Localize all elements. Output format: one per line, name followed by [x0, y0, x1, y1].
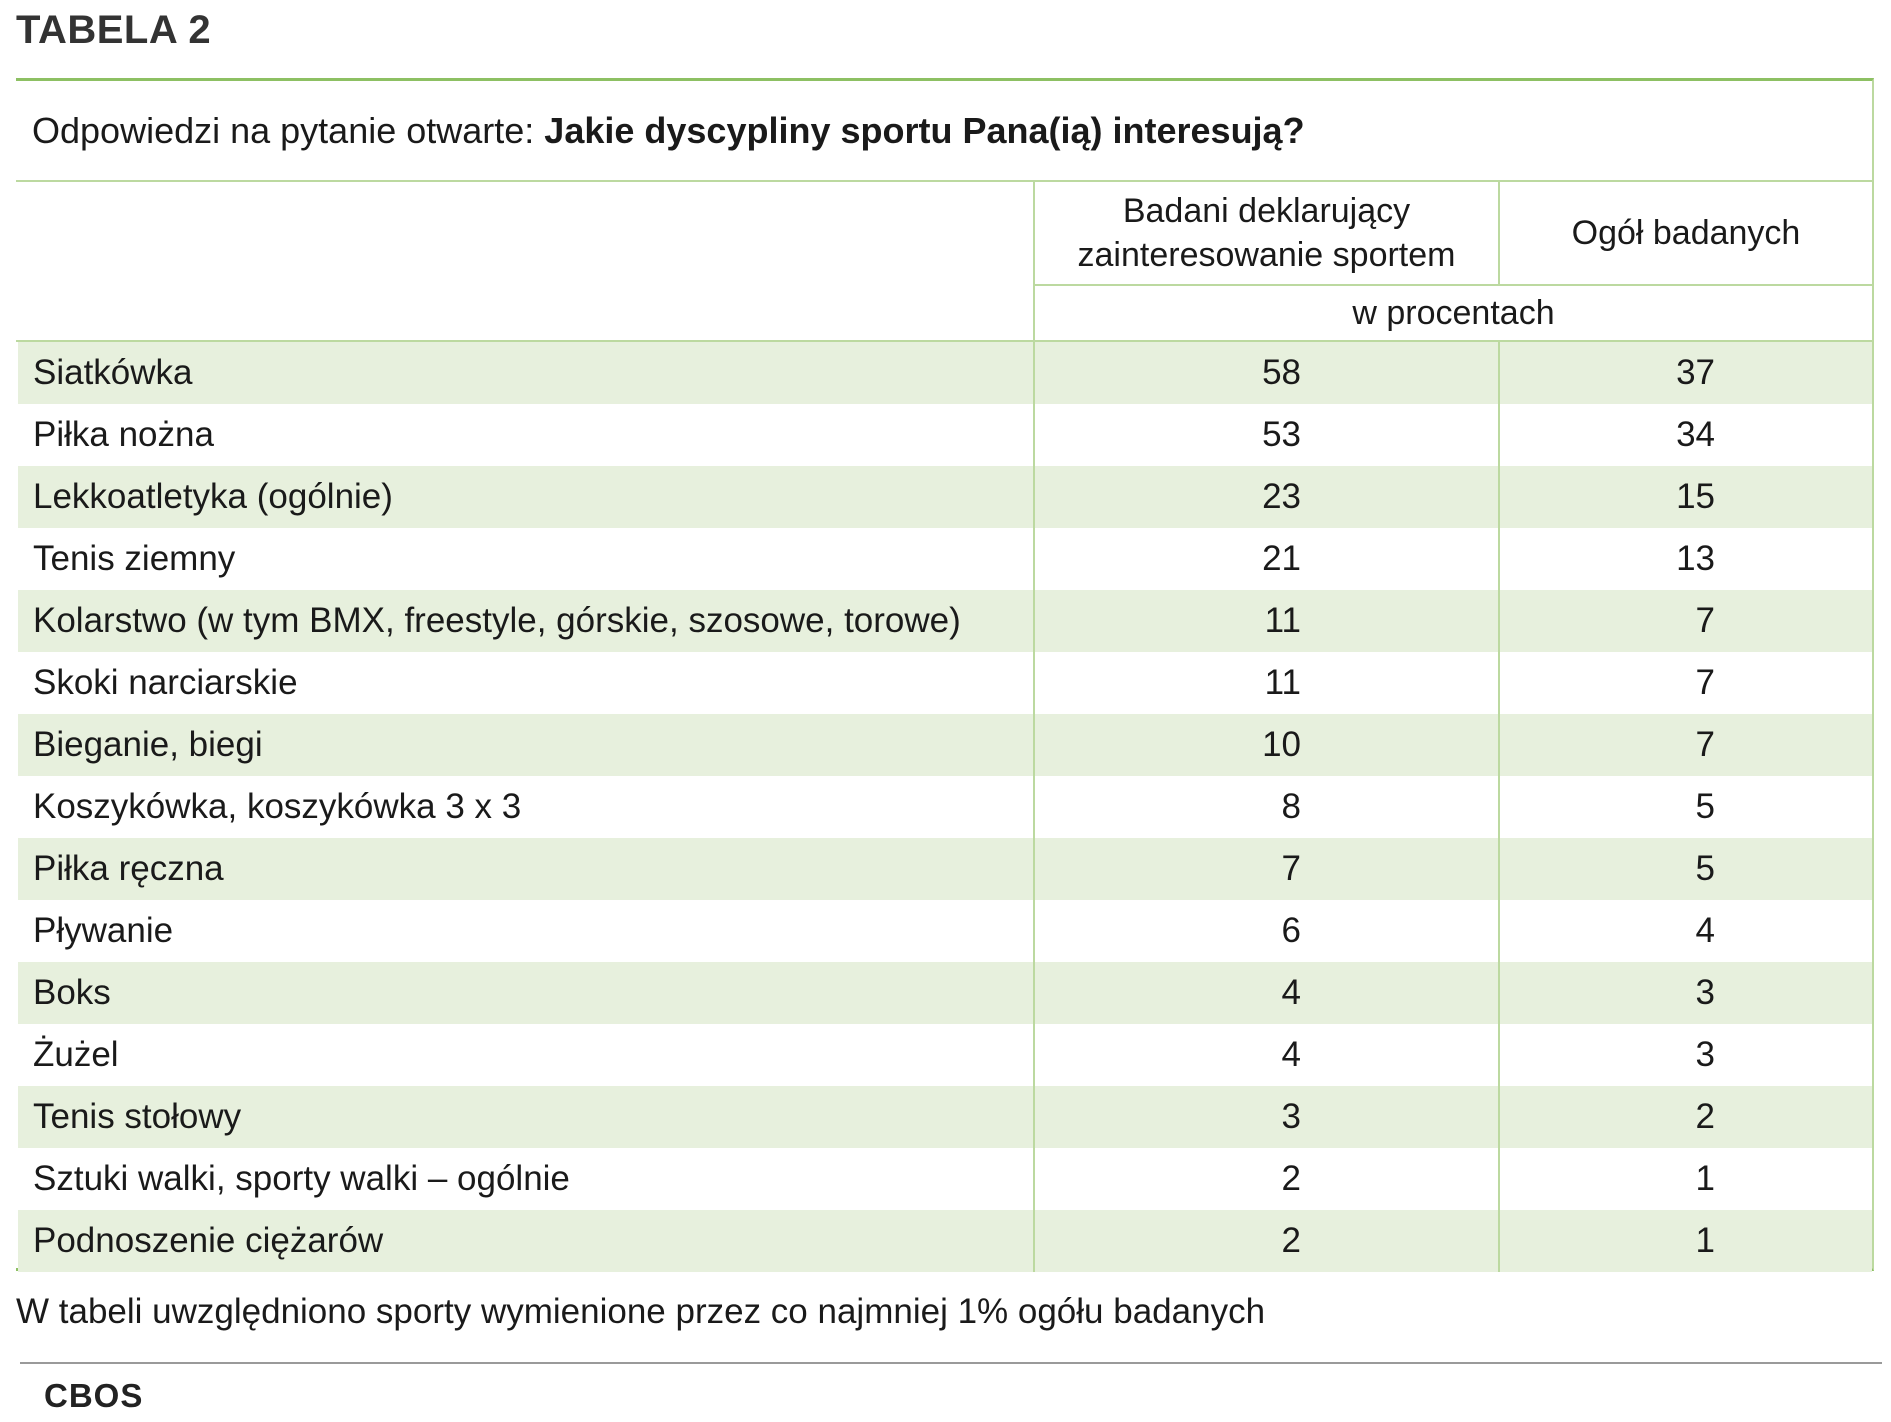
- table-row: [18, 1210, 1872, 1272]
- row-value-interested: 21: [1033, 528, 1498, 590]
- table-row: [18, 652, 1872, 714]
- row-sport-name: Podnoszenie ciężarów: [33, 1221, 384, 1260]
- row-value-all: 4: [1498, 900, 1872, 962]
- table-question: [16, 80, 1872, 182]
- row-sport-name: Kolarstwo (w tym BMX, freestyle, górskie, szosowe, torowe): [33, 601, 961, 640]
- row-value-all: 5: [1498, 838, 1872, 900]
- table-row: [18, 404, 1872, 466]
- row-value-interested: 53: [1033, 404, 1498, 466]
- row-sport-name: Lekkoatletyka (ogólnie): [33, 477, 393, 516]
- footnote: W tabeli uwzględniono sporty wymienione przez co najmniej 1% ogółu badanych: [16, 1292, 1266, 1331]
- row-value-interested: 8: [1033, 776, 1498, 838]
- row-sport-name: Piłka nożna: [33, 415, 214, 454]
- row-value-all: 1: [1498, 1148, 1872, 1210]
- table-row: [18, 838, 1872, 900]
- table-row: [18, 900, 1872, 962]
- row-sport-name: Sztuki walki, sporty walki – ogólnie: [33, 1159, 570, 1198]
- row-value-all: 7: [1498, 590, 1872, 652]
- footer-divider: [20, 1362, 1882, 1364]
- row-value-interested: 2: [1033, 1210, 1498, 1272]
- table-row: [18, 342, 1872, 404]
- column-header-interested: [1033, 182, 1498, 284]
- row-value-all: 7: [1498, 714, 1872, 776]
- unit-header: w procentach: [1033, 284, 1872, 340]
- question-text: Jakie dyscypliny sportu Pana(ią) interesują?: [544, 110, 1305, 151]
- question-prefix: Odpowiedzi na pytanie otwarte:: [32, 110, 545, 151]
- table-row: [18, 590, 1872, 652]
- column-header-all: Ogół badanych: [1498, 182, 1872, 284]
- row-sport-name: Tenis stołowy: [33, 1097, 242, 1136]
- row-value-interested: 2: [1033, 1148, 1498, 1210]
- row-value-interested: 11: [1033, 652, 1498, 714]
- table-row: [18, 466, 1872, 528]
- table-row: [18, 776, 1872, 838]
- row-sport-name: Piłka ręczna: [33, 849, 224, 888]
- row-value-interested: 4: [1033, 1024, 1498, 1086]
- table-row: [18, 962, 1872, 1024]
- table-label: TABELA 2: [16, 8, 212, 52]
- row-value-interested: 23: [1033, 466, 1498, 528]
- row-value-interested: 11: [1033, 590, 1498, 652]
- row-value-all: 5: [1498, 776, 1872, 838]
- table-row: [18, 1148, 1872, 1210]
- row-value-all: 3: [1498, 962, 1872, 1024]
- row-value-interested: 3: [1033, 1086, 1498, 1148]
- row-sport-name: Żużel: [33, 1035, 119, 1074]
- column-header-interested-line1: Badani deklarujący: [1122, 191, 1411, 230]
- row-value-all: 37: [1498, 342, 1872, 404]
- row-value-all: 3: [1498, 1024, 1872, 1086]
- row-value-all: 13: [1498, 528, 1872, 590]
- table-row: [18, 1086, 1872, 1148]
- row-value-interested: 7: [1033, 838, 1498, 900]
- row-value-all: 34: [1498, 404, 1872, 466]
- row-sport-name: Tenis ziemny: [33, 539, 236, 578]
- row-value-interested: 4: [1033, 962, 1498, 1024]
- table-row: [18, 1024, 1872, 1086]
- row-sport-name: Pływanie: [33, 911, 174, 950]
- row-value-all: 2: [1498, 1086, 1872, 1148]
- source-label: CBOS: [44, 1377, 144, 1414]
- row-value-interested: 10: [1033, 714, 1498, 776]
- table-row: [18, 714, 1872, 776]
- row-sport-name: Boks: [33, 973, 111, 1012]
- row-sport-name: Siatkówka: [33, 353, 193, 392]
- row-value-all: 15: [1498, 466, 1872, 528]
- row-sport-name: Koszykówka, koszykówka 3 x 3: [33, 787, 522, 826]
- row-sport-name: Skoki narciarskie: [33, 663, 298, 702]
- table-row: [18, 528, 1872, 590]
- row-value-all: 7: [1498, 652, 1872, 714]
- table-body: [18, 342, 1872, 1272]
- column-header-interested-line2: zainteresowanie sportem: [1077, 236, 1456, 274]
- row-sport-name: Bieganie, biegi: [33, 725, 263, 764]
- row-value-interested: 58: [1033, 342, 1498, 404]
- row-value-interested: 6: [1033, 900, 1498, 962]
- row-value-all: 1: [1498, 1210, 1872, 1272]
